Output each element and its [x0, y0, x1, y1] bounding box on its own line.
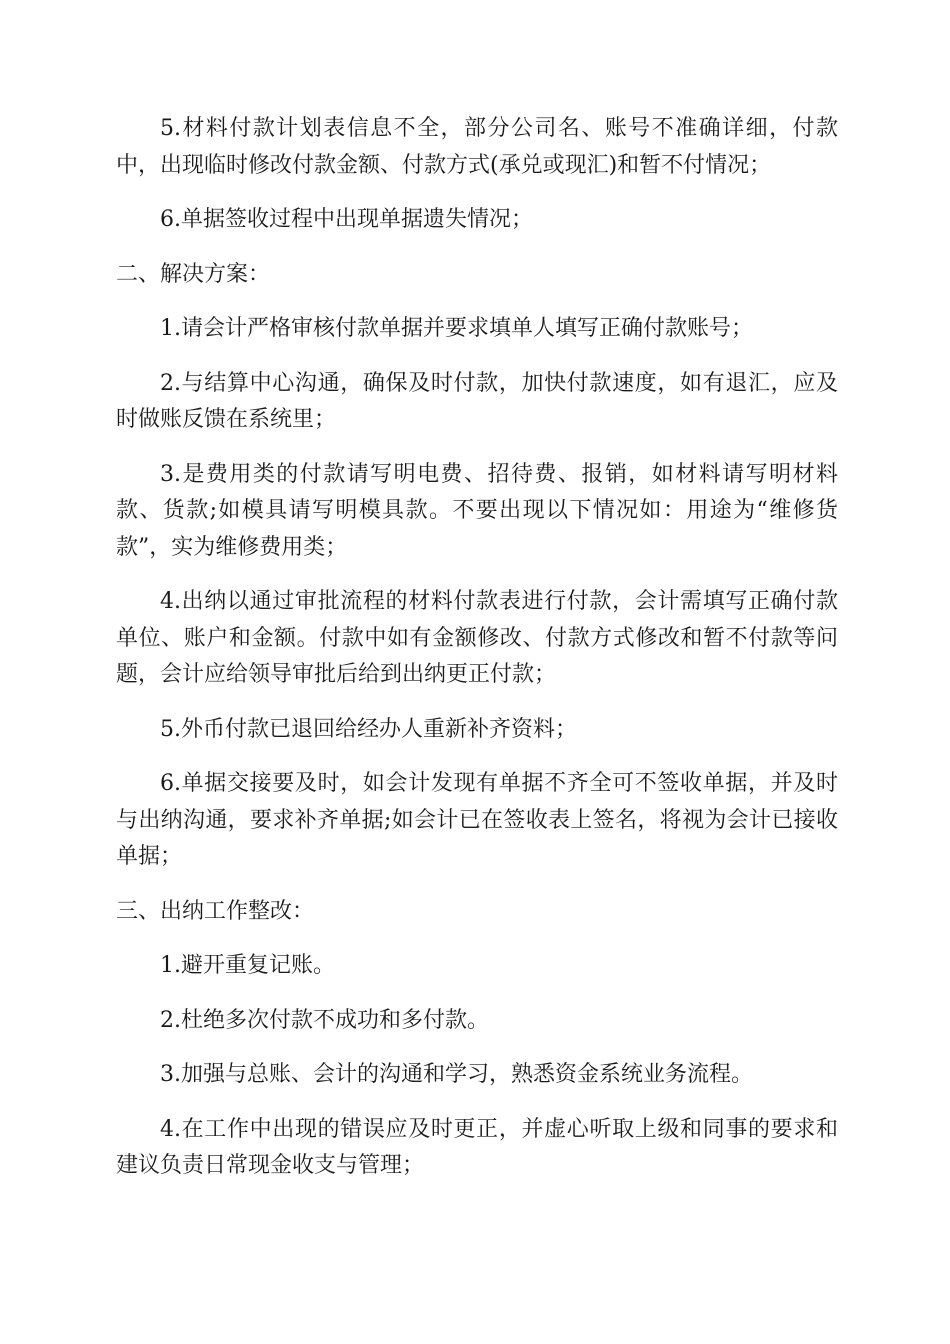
section-heading-cashier-rectification: 三、出纳工作整改： — [116, 898, 315, 924]
document-body — [116, 111, 838, 1203]
list-item: 5.材料付款计划表信息不全，部分公司名、账号不准确详细，付款中，出现临时修改付款金额、付款方式(承兑或现汇)和暂不付情况； — [116, 116, 838, 178]
list-item: 1.避开重复记账。 — [160, 953, 335, 978]
list-item: 4.在工作中出现的错误应及时更正，并虚心听取上级和同事的要求和建议负责日常现金收支与管理； — [116, 1116, 838, 1178]
list-item: 3.是费用类的付款请写明电费、招待费、报销，如材料请写明材料款、货款;如模具请写明模具款。不要出现以下情况如：用途为“维修货款”，实为维修费用类； — [116, 461, 838, 560]
list-item: 6.单据交接要及时，如会计发现有单据不齐全可不签收单据，并及时与出纳沟通，要求补齐单据;如会计已在签收表上签名，将视为会计已接收单据； — [116, 771, 838, 869]
list-item: 2.杜绝多次付款不成功和多付款。 — [160, 1007, 489, 1033]
list-item: 1.请会计严格审核付款单据并要求填单人填写正确付款账号； — [160, 316, 753, 341]
list-item: 3.加强与总账、会计的沟通和学习，熟悉资金系统业务流程。 — [160, 1062, 753, 1087]
list-item: 6.单据签收过程中出现单据遗失情况； — [160, 207, 533, 232]
list-item: 4.出纳以通过审批流程的材料付款表进行付款，会计需填写正确付款单位、账户和金额。付款中如有金额修改、付款方式修改和暂不付款等问题，会计应给领导审批后给到出纳更正付款； — [116, 589, 838, 687]
section-heading-solutions: 二、解决方案： — [116, 261, 271, 287]
list-item: 2.与结算中心沟通，确保及时付款，加快付款速度，如有退汇，应及时做账反馈在系统里； — [116, 370, 838, 432]
list-item: 5.外币付款已退回给经办人重新补齐资料； — [160, 716, 577, 742]
